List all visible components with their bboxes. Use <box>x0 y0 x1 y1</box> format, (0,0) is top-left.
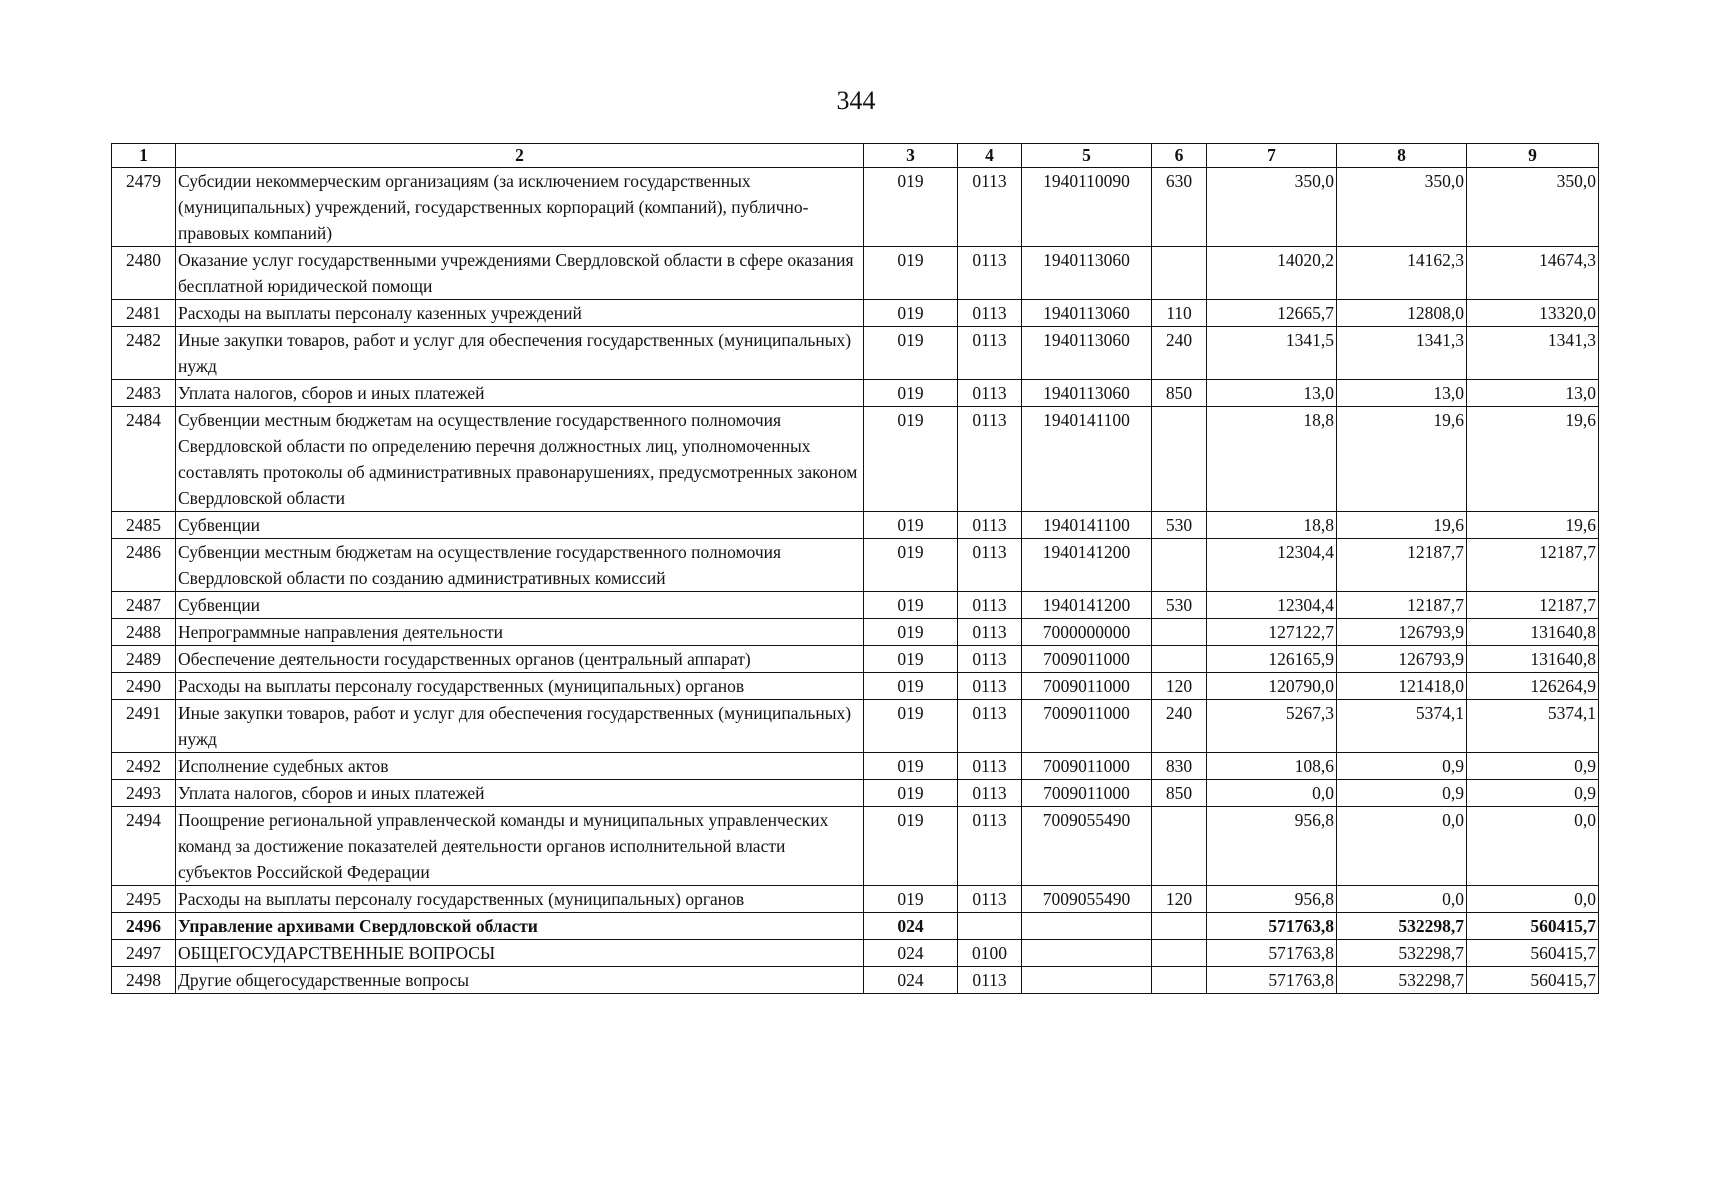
amount-col8-cell: 19,6 <box>1337 407 1467 512</box>
amount-col9-cell: 350,0 <box>1467 168 1599 247</box>
amount-col9-cell: 126264,9 <box>1467 673 1599 700</box>
column-header: 8 <box>1337 144 1467 168</box>
amount-col8-cell: 126793,9 <box>1337 619 1467 646</box>
amount-col7-cell: 127122,7 <box>1207 619 1337 646</box>
item-name-cell: Исполнение судебных актов <box>176 753 864 780</box>
row-number-cell: 2484 <box>112 407 176 512</box>
target-item-code-cell: 7009011000 <box>1022 753 1152 780</box>
amount-col8-cell: 19,6 <box>1337 512 1467 539</box>
amount-col9-cell: 13,0 <box>1467 380 1599 407</box>
amount-col7-cell: 350,0 <box>1207 168 1337 247</box>
item-name-cell: Поощрение региональной управленческой команды и муниципальных управленческих команд за достижение показателей деятельности органов исполнительной власти субъектов Российской Федерации <box>176 807 864 886</box>
amount-col9-cell: 0,0 <box>1467 807 1599 886</box>
section-code-cell: 0113 <box>958 673 1022 700</box>
table-body <box>112 168 1599 994</box>
ministry-code-cell: 019 <box>864 327 958 380</box>
section-code-cell: 0113 <box>958 300 1022 327</box>
row-number-cell: 2497 <box>112 940 176 967</box>
amount-col8-cell: 5374,1 <box>1337 700 1467 753</box>
item-name-cell: Управление архивами Свердловской области <box>176 913 864 940</box>
amount-col9-cell: 19,6 <box>1467 407 1599 512</box>
section-code-cell: 0113 <box>958 700 1022 753</box>
expense-type-code-cell <box>1152 247 1207 300</box>
amount-col9-cell: 13320,0 <box>1467 300 1599 327</box>
ministry-code-cell: 019 <box>864 512 958 539</box>
amount-col7-cell: 108,6 <box>1207 753 1337 780</box>
amount-col9-cell: 5374,1 <box>1467 700 1599 753</box>
amount-col7-cell: 956,8 <box>1207 886 1337 913</box>
row-number-cell: 2496 <box>112 913 176 940</box>
row-number-cell: 2487 <box>112 592 176 619</box>
amount-col7-cell: 5267,3 <box>1207 700 1337 753</box>
target-item-code-cell: 7000000000 <box>1022 619 1152 646</box>
ministry-code-cell: 019 <box>864 380 958 407</box>
amount-col9-cell: 131640,8 <box>1467 646 1599 673</box>
amount-col8-cell: 1341,3 <box>1337 327 1467 380</box>
target-item-code-cell: 7009011000 <box>1022 673 1152 700</box>
target-item-code-cell: 7009011000 <box>1022 700 1152 753</box>
section-code-cell: 0113 <box>958 646 1022 673</box>
section-code-cell: 0113 <box>958 168 1022 247</box>
table-row <box>112 512 1599 539</box>
expense-type-code-cell <box>1152 967 1207 994</box>
expense-type-code-cell <box>1152 646 1207 673</box>
expense-type-code-cell <box>1152 539 1207 592</box>
expense-type-code-cell: 110 <box>1152 300 1207 327</box>
target-item-code-cell: 1940141200 <box>1022 592 1152 619</box>
amount-col8-cell: 14162,3 <box>1337 247 1467 300</box>
ministry-code-cell: 019 <box>864 886 958 913</box>
table-row <box>112 913 1599 940</box>
table-row <box>112 380 1599 407</box>
amount-col8-cell: 121418,0 <box>1337 673 1467 700</box>
row-number-cell: 2495 <box>112 886 176 913</box>
amount-col8-cell: 532298,7 <box>1337 940 1467 967</box>
ministry-code-cell: 019 <box>864 300 958 327</box>
ministry-code-cell: 019 <box>864 619 958 646</box>
amount-col7-cell: 571763,8 <box>1207 967 1337 994</box>
target-item-code-cell: 1940141200 <box>1022 539 1152 592</box>
amount-col7-cell: 126165,9 <box>1207 646 1337 673</box>
expense-type-code-cell <box>1152 940 1207 967</box>
ministry-code-cell: 019 <box>864 539 958 592</box>
amount-col7-cell: 12304,4 <box>1207 539 1337 592</box>
table-row <box>112 407 1599 512</box>
row-number-cell: 2486 <box>112 539 176 592</box>
section-code-cell: 0100 <box>958 940 1022 967</box>
table-row <box>112 619 1599 646</box>
section-code-cell: 0113 <box>958 780 1022 807</box>
column-header: 4 <box>958 144 1022 168</box>
expense-type-code-cell: 830 <box>1152 753 1207 780</box>
table-row <box>112 247 1599 300</box>
amount-col9-cell: 0,9 <box>1467 753 1599 780</box>
amount-col8-cell: 350,0 <box>1337 168 1467 247</box>
row-number-cell: 2492 <box>112 753 176 780</box>
item-name-cell: Расходы на выплаты персоналу государственных (муниципальных) органов <box>176 673 864 700</box>
table-row <box>112 940 1599 967</box>
item-name-cell: Непрограммные направления деятельности <box>176 619 864 646</box>
column-header: 9 <box>1467 144 1599 168</box>
ministry-code-cell: 019 <box>864 807 958 886</box>
row-number-cell: 2482 <box>112 327 176 380</box>
expense-type-code-cell: 850 <box>1152 380 1207 407</box>
item-name-cell: Субсидии некоммерческим организациям (за исключением государственных (муниципальных) учреждений, государственных корпораций (компаний), публично-правовых компаний) <box>176 168 864 247</box>
amount-col7-cell: 18,8 <box>1207 407 1337 512</box>
section-code-cell: 0113 <box>958 380 1022 407</box>
ministry-code-cell: 019 <box>864 673 958 700</box>
target-item-code-cell: 1940113060 <box>1022 327 1152 380</box>
amount-col9-cell: 19,6 <box>1467 512 1599 539</box>
table-row <box>112 646 1599 673</box>
row-number-cell: 2493 <box>112 780 176 807</box>
amount-col8-cell: 0,0 <box>1337 886 1467 913</box>
amount-col7-cell: 571763,8 <box>1207 940 1337 967</box>
target-item-code-cell: 1940113060 <box>1022 380 1152 407</box>
expense-type-code-cell: 120 <box>1152 886 1207 913</box>
amount-col7-cell: 571763,8 <box>1207 913 1337 940</box>
amount-col8-cell: 0,9 <box>1337 780 1467 807</box>
ministry-code-cell: 024 <box>864 967 958 994</box>
table-row <box>112 168 1599 247</box>
amount-col7-cell: 12304,4 <box>1207 592 1337 619</box>
target-item-code-cell: 1940141100 <box>1022 512 1152 539</box>
amount-col8-cell: 0,9 <box>1337 753 1467 780</box>
amount-col8-cell: 0,0 <box>1337 807 1467 886</box>
row-number-cell: 2481 <box>112 300 176 327</box>
section-code-cell: 0113 <box>958 327 1022 380</box>
target-item-code-cell: 1940113060 <box>1022 300 1152 327</box>
row-number-cell: 2491 <box>112 700 176 753</box>
expense-type-code-cell: 120 <box>1152 673 1207 700</box>
column-header: 3 <box>864 144 958 168</box>
column-header: 7 <box>1207 144 1337 168</box>
row-number-cell: 2480 <box>112 247 176 300</box>
table-row <box>112 673 1599 700</box>
ministry-code-cell: 019 <box>864 700 958 753</box>
expense-type-code-cell: 630 <box>1152 168 1207 247</box>
amount-col8-cell: 12187,7 <box>1337 592 1467 619</box>
item-name-cell: Обеспечение деятельности государственных органов (центральный аппарат) <box>176 646 864 673</box>
ministry-code-cell: 024 <box>864 940 958 967</box>
expense-type-code-cell: 530 <box>1152 512 1207 539</box>
target-item-code-cell <box>1022 967 1152 994</box>
target-item-code-cell: 7009011000 <box>1022 646 1152 673</box>
row-number-cell: 2494 <box>112 807 176 886</box>
item-name-cell: Субвенции <box>176 592 864 619</box>
item-name-cell: Другие общегосударственные вопросы <box>176 967 864 994</box>
amount-col8-cell: 532298,7 <box>1337 913 1467 940</box>
header-row <box>112 144 1599 168</box>
row-number-cell: 2490 <box>112 673 176 700</box>
row-number-cell: 2489 <box>112 646 176 673</box>
table-row <box>112 886 1599 913</box>
expense-type-code-cell <box>1152 913 1207 940</box>
row-number-cell: 2488 <box>112 619 176 646</box>
amount-col7-cell: 18,8 <box>1207 512 1337 539</box>
item-name-cell: Субвенции местным бюджетам на осуществление государственного полномочия Свердловской области по определению перечня должностных лиц, уполномоченных составлять протоколы об административных правонарушениях, предусмотренных законом Свердловской области <box>176 407 864 512</box>
expense-type-code-cell: 530 <box>1152 592 1207 619</box>
table-row <box>112 592 1599 619</box>
amount-col8-cell: 12808,0 <box>1337 300 1467 327</box>
row-number-cell: 2498 <box>112 967 176 994</box>
amount-col9-cell: 12187,7 <box>1467 592 1599 619</box>
amount-col7-cell: 13,0 <box>1207 380 1337 407</box>
expense-type-code-cell: 850 <box>1152 780 1207 807</box>
amount-col7-cell: 120790,0 <box>1207 673 1337 700</box>
item-name-cell: Иные закупки товаров, работ и услуг для обеспечения государственных (муниципальных) нужд <box>176 327 864 380</box>
section-code-cell: 0113 <box>958 967 1022 994</box>
amount-col8-cell: 13,0 <box>1337 380 1467 407</box>
amount-col9-cell: 560415,7 <box>1467 913 1599 940</box>
row-number-cell: 2485 <box>112 512 176 539</box>
ministry-code-cell: 019 <box>864 247 958 300</box>
section-code-cell: 0113 <box>958 807 1022 886</box>
amount-col8-cell: 532298,7 <box>1337 967 1467 994</box>
ministry-code-cell: 024 <box>864 913 958 940</box>
section-code-cell: 0113 <box>958 753 1022 780</box>
item-name-cell: Субвенции местным бюджетам на осуществление государственного полномочия Свердловской области по созданию административных комиссий <box>176 539 864 592</box>
ministry-code-cell: 019 <box>864 753 958 780</box>
expense-type-code-cell <box>1152 407 1207 512</box>
target-item-code-cell: 7009011000 <box>1022 780 1152 807</box>
amount-col7-cell: 956,8 <box>1207 807 1337 886</box>
table-row <box>112 780 1599 807</box>
column-header: 5 <box>1022 144 1152 168</box>
table-row <box>112 967 1599 994</box>
section-code-cell: 0113 <box>958 619 1022 646</box>
section-code-cell <box>958 913 1022 940</box>
target-item-code-cell: 1940113060 <box>1022 247 1152 300</box>
column-header: 6 <box>1152 144 1207 168</box>
expense-type-code-cell <box>1152 619 1207 646</box>
amount-col9-cell: 12187,7 <box>1467 539 1599 592</box>
ministry-code-cell: 019 <box>864 646 958 673</box>
column-header: 1 <box>112 144 176 168</box>
row-number-cell: 2479 <box>112 168 176 247</box>
table-row <box>112 327 1599 380</box>
row-number-cell: 2483 <box>112 380 176 407</box>
target-item-code-cell <box>1022 913 1152 940</box>
table-row <box>112 539 1599 592</box>
table-row <box>112 807 1599 886</box>
expense-type-code-cell <box>1152 807 1207 886</box>
item-name-cell: Расходы на выплаты персоналу казенных учреждений <box>176 300 864 327</box>
item-name-cell: Оказание услуг государственными учреждениями Свердловской области в сфере оказания бесплатной юридической помощи <box>176 247 864 300</box>
target-item-code-cell: 7009055490 <box>1022 886 1152 913</box>
page-number: 344 <box>836 86 876 115</box>
item-name-cell: Уплата налогов, сборов и иных платежей <box>176 380 864 407</box>
amount-col9-cell: 560415,7 <box>1467 967 1599 994</box>
target-item-code-cell: 1940110090 <box>1022 168 1152 247</box>
amount-col9-cell: 560415,7 <box>1467 940 1599 967</box>
amount-col9-cell: 0,9 <box>1467 780 1599 807</box>
amount-col9-cell: 131640,8 <box>1467 619 1599 646</box>
section-code-cell: 0113 <box>958 407 1022 512</box>
item-name-cell: Расходы на выплаты персоналу государственных (муниципальных) органов <box>176 886 864 913</box>
amount-col7-cell: 0,0 <box>1207 780 1337 807</box>
amount-col7-cell: 14020,2 <box>1207 247 1337 300</box>
target-item-code-cell <box>1022 940 1152 967</box>
expense-type-code-cell: 240 <box>1152 700 1207 753</box>
ministry-code-cell: 019 <box>864 407 958 512</box>
section-code-cell: 0113 <box>958 512 1022 539</box>
ministry-code-cell: 019 <box>864 780 958 807</box>
amount-col7-cell: 12665,7 <box>1207 300 1337 327</box>
table-row <box>112 753 1599 780</box>
column-header: 2 <box>176 144 864 168</box>
amount-col8-cell: 12187,7 <box>1337 539 1467 592</box>
expense-type-code-cell: 240 <box>1152 327 1207 380</box>
item-name-cell: ОБЩЕГОСУДАРСТВЕННЫЕ ВОПРОСЫ <box>176 940 864 967</box>
item-name-cell: Иные закупки товаров, работ и услуг для обеспечения государственных (муниципальных) нужд <box>176 700 864 753</box>
table-row <box>112 300 1599 327</box>
section-code-cell: 0113 <box>958 592 1022 619</box>
table-row <box>112 700 1599 753</box>
item-name-cell: Субвенции <box>176 512 864 539</box>
budget-table <box>111 143 1599 994</box>
section-code-cell: 0113 <box>958 539 1022 592</box>
target-item-code-cell: 7009055490 <box>1022 807 1152 886</box>
ministry-code-cell: 019 <box>864 168 958 247</box>
amount-col7-cell: 1341,5 <box>1207 327 1337 380</box>
target-item-code-cell: 1940141100 <box>1022 407 1152 512</box>
amount-col9-cell: 1341,3 <box>1467 327 1599 380</box>
ministry-code-cell: 019 <box>864 592 958 619</box>
item-name-cell: Уплата налогов, сборов и иных платежей <box>176 780 864 807</box>
amount-col9-cell: 14674,3 <box>1467 247 1599 300</box>
section-code-cell: 0113 <box>958 886 1022 913</box>
amount-col9-cell: 0,0 <box>1467 886 1599 913</box>
section-code-cell: 0113 <box>958 247 1022 300</box>
amount-col8-cell: 126793,9 <box>1337 646 1467 673</box>
